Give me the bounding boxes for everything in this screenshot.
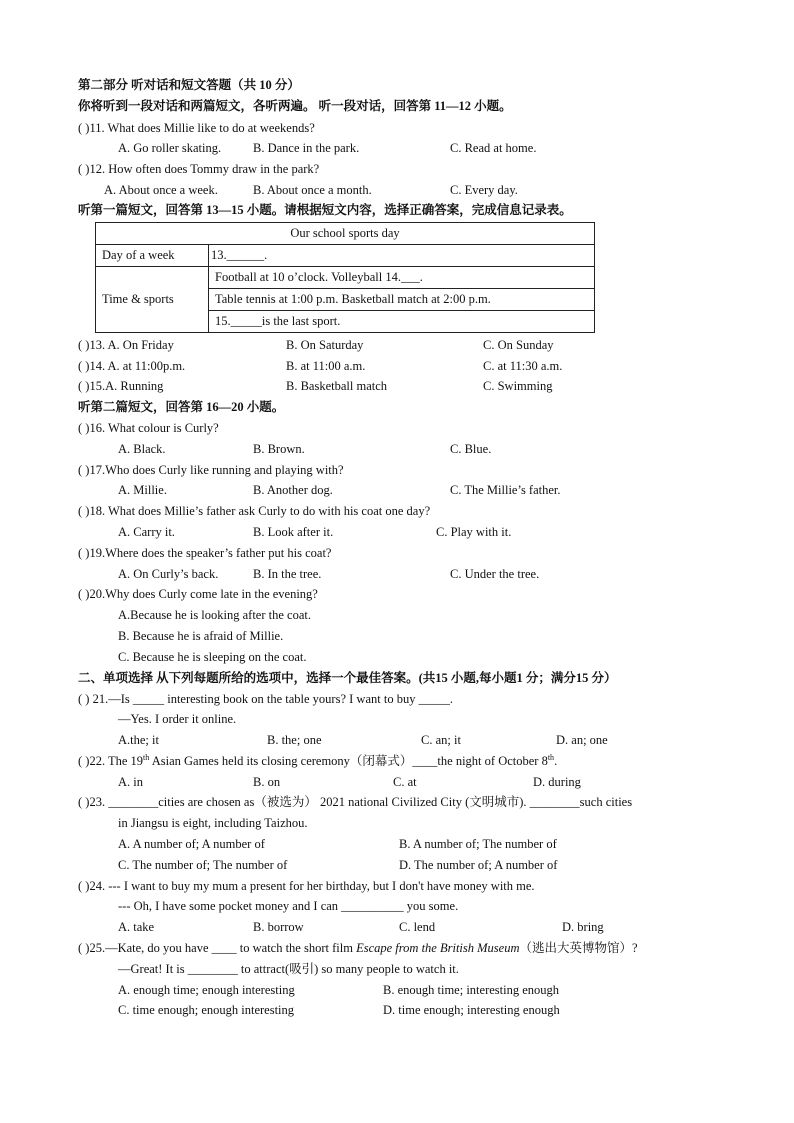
q13-stem: ( )13. A. On Friday [78, 338, 174, 352]
q18-stem: ( )18. What does Millie’s father ask Curly to do with his coat one day? [78, 504, 431, 518]
part2-title: 第二部分 听对话和短文答题（共 10 分） [78, 78, 300, 92]
q25-option-b[interactable]: B. enough time; interesting enough [383, 983, 560, 997]
q18-option-c[interactable]: C. Play with it. [436, 525, 512, 539]
q24-option-d[interactable]: D. bring [562, 920, 604, 934]
q17-option-c[interactable]: C. The Millie’s father. [450, 483, 561, 497]
q16-option-a[interactable]: A. Black. [118, 442, 166, 456]
q14-stem: ( )14. A. at 11:00p.m. [78, 359, 186, 373]
q19-option-c[interactable]: C. Under the tree. [450, 567, 540, 581]
q25-stem-2: —Great! It is ________ to attract(吸引) so many people to watch it. [118, 962, 459, 976]
section2-title: 二、单项选择 从下列每题所给的选项中，选择一个最佳答案。(共15 小题,每小题1 分；满分15 分） [78, 671, 617, 685]
q17-option-b[interactable]: B. Another dog. [253, 483, 333, 497]
q22-sup-1: th [143, 752, 150, 762]
q21-stem: ( ) 21.—Is _____ interesting book on the table yours? I want to buy _____. [78, 692, 453, 706]
q12-option-b[interactable]: B. About once a month. [253, 183, 372, 197]
q13-option-b[interactable]: B. On Saturday [286, 338, 364, 352]
q23-stem-2: in Jiangsu is eight, including Taizhou. [118, 816, 308, 830]
q12-stem: ( )12. How often does Tommy draw in the park? [78, 162, 320, 176]
q15-stem: ( )15.A. Running [78, 379, 164, 393]
passage1-instruction: 听第一篇短文，回答第 13—15 小题。请根据短文内容，选择正确答案，完成信息记录表。 [78, 203, 572, 217]
q21-option-a[interactable]: A.the; it [118, 733, 159, 747]
q21-stem-2: —Yes. I order it online. [118, 712, 237, 726]
q21-option-c[interactable]: C. an; it [421, 733, 461, 747]
day-label: Day of a week [96, 245, 209, 267]
q24-option-c[interactable]: C. lend [399, 920, 436, 934]
q22-stem [78, 754, 557, 769]
q24-option-a[interactable]: A. take [118, 920, 155, 934]
q20-stem: ( )20.Why does Curly come late in the evening? [78, 587, 318, 601]
q16-stem: ( )16. What colour is Curly? [78, 421, 219, 435]
q24-stem: ( )24. --- I want to buy my mum a present for her birthday, but I don't have money with me. [78, 879, 535, 893]
q22-option-a[interactable]: A. in [118, 775, 143, 789]
q18-option-a[interactable]: A. Carry it. [118, 525, 175, 539]
q25-stem-pre: ( )25.—Kate, do you have ____ to watch the short film [78, 941, 357, 955]
sports-row-3: 15._____is the last sport. [209, 311, 595, 333]
q16-option-b[interactable]: B. Brown. [253, 442, 305, 456]
q19-stem: ( )19.Where does the speaker’s father put his coat? [78, 546, 332, 560]
q22-sup-2: th [547, 752, 555, 762]
q16-option-c[interactable]: C. Blue. [450, 442, 492, 456]
q23-option-d[interactable]: D. The number of; A number of [399, 858, 558, 872]
q21-option-b[interactable]: B. the; one [267, 733, 322, 747]
day-value: 13.______. [209, 245, 595, 267]
q14-option-b[interactable]: B. at 11:00 a.m. [286, 359, 366, 373]
q22-stem-mid: Asian Games held its closing ceremony（闭幕式）____the night of October 8 [149, 754, 548, 768]
q12-option-c[interactable]: C. Every day. [450, 183, 518, 197]
q22-option-c[interactable]: C. at [393, 775, 417, 789]
q22-option-b[interactable]: B. on [253, 775, 281, 789]
sports-row-2: Table tennis at 1:00 p.m. Basketball match at 2:00 p.m. [209, 289, 595, 311]
q14-option-c[interactable]: C. at 11:30 a.m. [483, 359, 563, 373]
q25-option-c[interactable]: C. time enough; enough interesting [118, 1003, 295, 1017]
table-title: Our school sports day [96, 223, 595, 245]
q25-stem [78, 941, 638, 956]
q11-stem: ( )11. What does Millie like to do at weekends? [78, 121, 315, 135]
passage2-instruction: 听第二篇短文，回答第 16—20 小题。 [78, 400, 285, 414]
q20-option-c[interactable]: C. Because he is sleeping on the coat. [118, 650, 307, 664]
time-label: Time & sports [96, 267, 209, 333]
q23-stem: ( )23. ________cities are chosen as（被选为） 2021 national Civilized City (文明城市). ________such cities [78, 795, 633, 809]
q11-option-a[interactable]: A. Go roller skating. [118, 141, 222, 155]
q22-stem-post: . [554, 754, 558, 768]
q19-option-a[interactable]: A. On Curly’s back. [118, 567, 219, 581]
q22-stem-pre: ( )22. The 19 [78, 754, 144, 768]
q20-option-a[interactable]: A.Because he is looking after the coat. [118, 608, 311, 622]
q17-stem: ( )17.Who does Curly like running and playing with? [78, 463, 344, 477]
q25-film-title: Escape from the British Museum [356, 941, 520, 955]
q11-option-b[interactable]: B. Dance in the park. [253, 141, 360, 155]
q24-stem-2: --- Oh, I have some pocket money and I can __________ you some. [118, 899, 459, 913]
q23-option-c[interactable]: C. The number of; The number of [118, 858, 288, 872]
q17-option-a[interactable]: A. Millie. [118, 483, 167, 497]
q22-option-d[interactable]: D. during [533, 775, 581, 789]
q25-option-a[interactable]: A. enough time; enough interesting [118, 983, 295, 997]
q12-option-a[interactable]: A. About once a week. [104, 183, 218, 197]
q15-option-b[interactable]: B. Basketball match [286, 379, 388, 393]
q15-option-c[interactable]: C. Swimming [483, 379, 553, 393]
sports-day-table [95, 222, 595, 333]
q25-option-d[interactable]: D. time enough; interesting enough [383, 1003, 560, 1017]
q19-option-b[interactable]: B. In the tree. [253, 567, 322, 581]
q13-option-c[interactable]: C. On Sunday [483, 338, 554, 352]
q11-option-c[interactable]: C. Read at home. [450, 141, 537, 155]
q18-option-b[interactable]: B. Look after it. [253, 525, 334, 539]
q23-option-a[interactable]: A. A number of; A number of [118, 837, 265, 851]
part2-instruction: 你将听到一段对话和两篇短文，各听两遍。 听一段对话，回答第 11—12 小题。 [78, 99, 512, 113]
q21-option-d[interactable]: D. an; one [556, 733, 608, 747]
q23-option-b[interactable]: B. A number of; The number of [399, 837, 557, 851]
q24-option-b[interactable]: B. borrow [253, 920, 304, 934]
q20-option-b[interactable]: B. Because he is afraid of Millie. [118, 629, 284, 643]
q25-stem-post: （逃出大英博物馆）? [519, 941, 638, 955]
sports-row-1: Football at 10 o’clock. Volleyball 14.___. [209, 267, 595, 289]
